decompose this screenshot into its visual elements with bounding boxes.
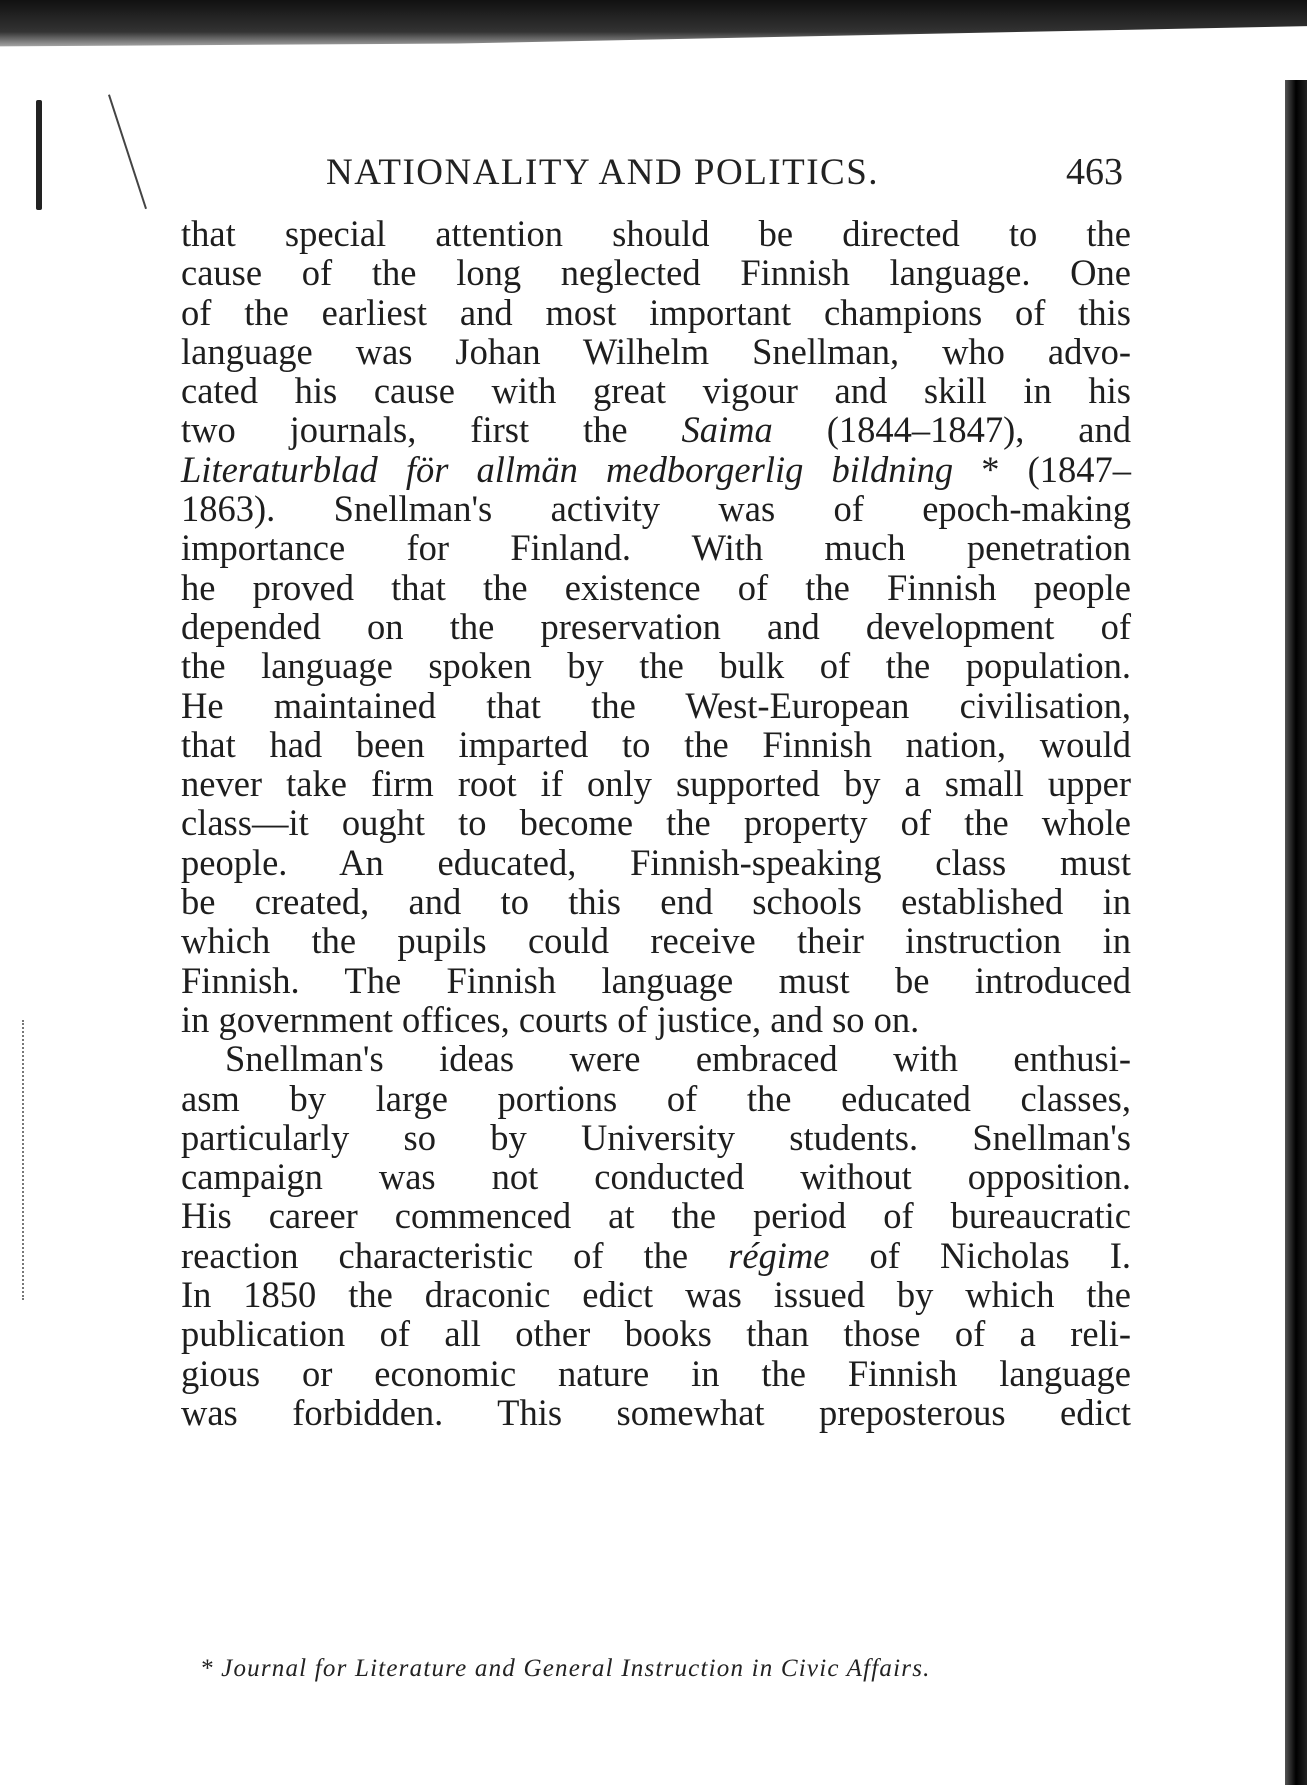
text-line: he proved that the existence of the Finnish people <box>181 566 1131 608</box>
text-line: gious or economic nature in the Finnish language <box>181 1352 1131 1394</box>
scan-mark-left-thin <box>108 94 147 209</box>
text-line: In 1850 the draconic edict was issued by which the <box>181 1274 1131 1316</box>
text-line: Literaturblad för allmän medborgerlig bildning * (1847– <box>181 448 1131 490</box>
scan-shadow-right <box>1285 80 1307 1785</box>
running-title: NATIONALITY AND POLITICS. <box>326 152 880 193</box>
text-line: language was Johan Wilhelm Snellman, who advo- <box>181 330 1131 372</box>
italic-text: régime <box>728 1234 830 1276</box>
text-line: reaction characteristic of the régime of Nicholas I. <box>181 1234 1131 1276</box>
text-line: campaign was not conducted without opposition. <box>181 1156 1131 1198</box>
text-line: Finnish. The Finnish language must be introduced <box>181 959 1131 1001</box>
paragraph-2 <box>181 1039 1131 1432</box>
book-page <box>181 150 1131 1432</box>
paragraph-1 <box>181 214 1131 1039</box>
text-line: that had been imparted to the Finnish nation, would <box>181 723 1131 765</box>
text-line: two journals, first the Saima (1844–1847), and <box>181 409 1131 451</box>
scan-shadow-top <box>0 0 1307 58</box>
text-line: class—it ought to become the property of the whole <box>181 802 1131 844</box>
text-line: Snellman's ideas were embraced with enthusi- <box>225 1038 1131 1080</box>
text-line: in government offices, courts of justice, and so on. <box>181 998 920 1040</box>
text-line: of the earliest and most important champions of this <box>181 291 1131 333</box>
body-text <box>181 214 1131 1432</box>
text-line: He maintained that the West-European civilisation, <box>181 684 1131 726</box>
text-line: importance for Finland. With much penetration <box>181 527 1131 569</box>
page-number: 463 <box>1066 151 1123 193</box>
scan-dots-left <box>22 1020 30 1300</box>
text-line: was forbidden. This somewhat preposterous edict <box>181 1391 1131 1433</box>
text-line: depended on the preservation and development of <box>181 605 1131 647</box>
text-line: 1863). Snellman's activity was of epoch-making <box>181 488 1131 530</box>
text-line: people. An educated, Finnish-speaking class must <box>181 841 1131 883</box>
text-line: cated his cause with great vigour and skill in his <box>181 370 1131 412</box>
text-line: His career commenced at the period of bureaucratic <box>181 1195 1131 1237</box>
text-line: cause of the long neglected Finnish language. One <box>181 252 1131 294</box>
text-line: never take firm root if only supported by a small upper <box>181 763 1131 805</box>
text-line: asm by large portions of the educated classes, <box>181 1077 1131 1119</box>
text-line: particularly so by University students. Snellman's <box>181 1116 1131 1158</box>
text-line: that special attention should be directed to the <box>181 213 1131 254</box>
text-line: be created, and to this end schools established in <box>181 881 1131 923</box>
italic-text: Literaturblad för allmän medborgerlig bildning <box>181 448 954 490</box>
running-head <box>181 150 1131 214</box>
scan-mark-left <box>36 100 42 210</box>
italic-text: Saima <box>681 409 773 451</box>
footnote: * Journal for Literature and General Instruction in Civic Affairs. <box>200 1655 931 1682</box>
text-line: publication of all other books than those of a reli- <box>181 1313 1131 1355</box>
text-line: the language spoken by the bulk of the population. <box>181 645 1131 687</box>
text-line: which the pupils could receive their instruction in <box>181 920 1131 962</box>
